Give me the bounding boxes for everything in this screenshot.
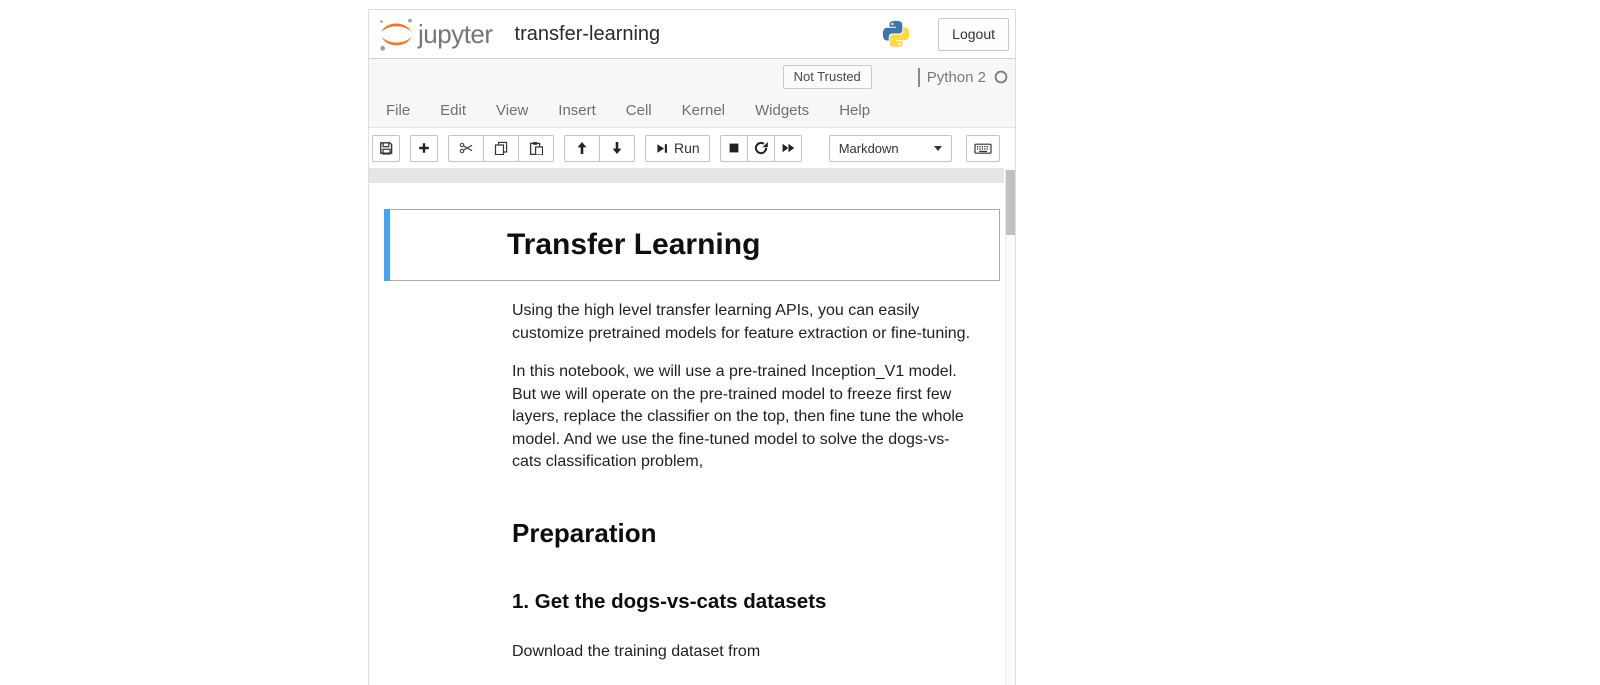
menu-edit[interactable]: Edit — [440, 102, 467, 119]
kernel-name-label: Python 2 — [926, 68, 986, 86]
markdown-cell-title[interactable] — [384, 209, 1000, 281]
cell-type-selected-value: Markdown — [838, 140, 899, 156]
logout-button[interactable]: Logout — [938, 18, 1009, 51]
fast-forward-icon — [781, 141, 795, 155]
vertical-scrollbar[interactable] — [1005, 168, 1015, 685]
run-cell-button[interactable] — [645, 135, 710, 162]
markdown-cell-intro[interactable] — [512, 300, 978, 474]
add-cell-icon — [417, 141, 431, 155]
menu-widgets[interactable]: Widgets — [755, 102, 810, 119]
insert-cell-below-button[interactable] — [410, 135, 438, 162]
menu-help[interactable]: Help — [839, 102, 871, 119]
menu-file[interactable]: File — [386, 102, 411, 119]
notebook-title[interactable]: transfer-learning — [514, 22, 661, 45]
save-icon — [379, 141, 393, 155]
jupyter-wordmark[interactable]: jupyter — [418, 18, 493, 49]
cell-type-dropdown[interactable] — [829, 135, 952, 162]
status-separator — [918, 68, 920, 87]
site-top-band — [369, 168, 1004, 183]
scrollbar-thumb[interactable] — [1006, 170, 1015, 235]
kernel-idle-circle-icon — [994, 70, 1008, 84]
restart-kernel-icon — [754, 141, 768, 155]
markdown-cell-download[interactable] — [512, 641, 978, 664]
python-logo-icon — [881, 19, 911, 49]
menu-bar — [369, 58, 1015, 128]
intro-paragraph-2: In this notebook, we will use a pre-trained Inception_V1 model. But we will operate on the pre-trained model to freeze first few layers, replace the classifier on the top, then fine tune the whole model. And we use the fine-tuned model to solve the dogs-vs-cats classification problem, — [512, 363, 964, 470]
restart-kernel-button[interactable] — [747, 135, 775, 162]
run-step-forward-icon — [655, 142, 668, 155]
paste-cell-button[interactable] — [518, 135, 554, 162]
menu-view[interactable]: View — [496, 102, 529, 119]
keyboard-icon — [974, 141, 992, 156]
move-cell-down-button[interactable] — [599, 135, 635, 162]
run-button-label: Run — [674, 140, 700, 156]
move-down-icon — [610, 141, 624, 155]
move-cell-up-button[interactable] — [564, 135, 600, 162]
stop-icon — [727, 141, 741, 155]
interrupt-kernel-button[interactable] — [720, 135, 748, 162]
notebook-container — [369, 183, 1015, 663]
menu-kernel[interactable]: Kernel — [681, 102, 725, 119]
restart-run-all-button[interactable] — [774, 135, 802, 162]
notebook-h2-heading: Preparation — [512, 517, 657, 548]
notebook-h3-heading: 1. Get the dogs-vs-cats datasets — [512, 589, 827, 613]
intro-paragraph-1: Using the high level transfer learning APIs, you can easily customize pretrained models for feature extraction or fine-tuning. — [512, 302, 971, 342]
download-paragraph: Download the training dataset from — [512, 642, 761, 660]
main-toolbar — [369, 128, 1015, 168]
command-palette-button[interactable] — [966, 135, 1000, 162]
jupyter-logo-icon[interactable] — [378, 16, 415, 53]
menu-insert[interactable]: Insert — [558, 102, 596, 119]
menu-cell[interactable]: Cell — [625, 102, 652, 119]
copy-cell-button[interactable] — [483, 135, 519, 162]
save-button[interactable] — [372, 135, 400, 162]
cut-cell-button[interactable] — [448, 135, 484, 162]
notification-area — [369, 59, 1015, 95]
trust-status-badge[interactable]: Not Trusted — [783, 65, 872, 89]
markdown-cell-preparation[interactable] — [512, 518, 978, 548]
notebook-site — [369, 168, 1015, 685]
menu-row — [369, 95, 1015, 127]
copy-icon — [494, 141, 508, 155]
dropdown-caret-icon — [934, 146, 942, 151]
notebook-h1-heading: Transfer Learning — [507, 228, 761, 261]
paste-icon — [529, 141, 543, 155]
selected-cell-indicator — [384, 209, 390, 281]
markdown-cell-datasets[interactable] — [512, 590, 978, 614]
cut-icon — [459, 141, 473, 155]
move-up-icon — [575, 141, 589, 155]
notebook-app-window — [368, 9, 1016, 685]
header-bar — [369, 10, 1015, 58]
